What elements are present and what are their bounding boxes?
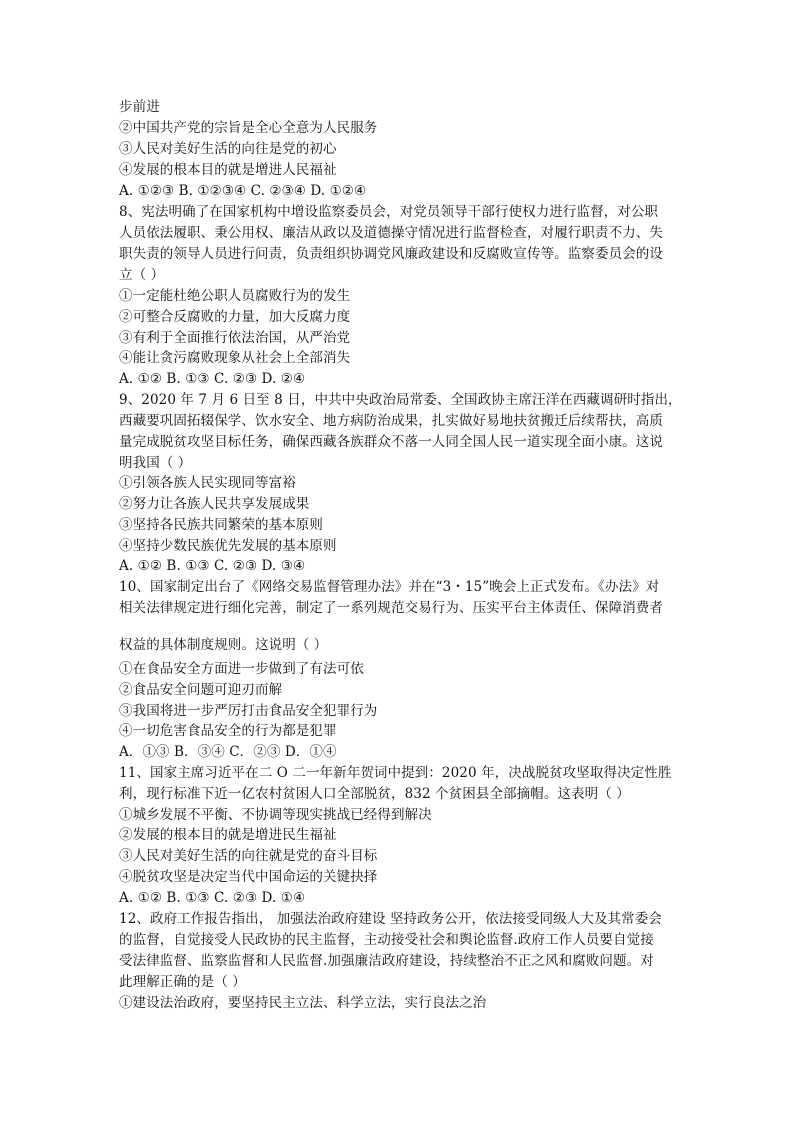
text-line: ③我国将进一步严厉打击食品安全犯罪行为	[119, 703, 378, 719]
text-line: ③坚持各民族共同繁荣的基本原则	[119, 517, 323, 533]
answer-options: A. ①② B. ①③ C. ②③ D. ③④	[119, 558, 306, 574]
question-12-stem: 的监督，自觉接受人民政协的民主监督，主动接受社会和舆论监督.政府工作人员要自觉接	[119, 932, 654, 948]
answer-options: A. ①② B. ①③ C. ②③ D. ①④	[119, 890, 306, 906]
text-line: ①引领各族人民实现同等富裕	[119, 475, 296, 491]
text-line: 步前进	[119, 99, 160, 115]
answer-options: A．①③ B．③④ C．②③ D．①④	[119, 744, 337, 760]
question-9-stem: 9、2020 年 7 月 6 日至 8 日，中共中央政治局常委、全国政协主席汪洋在西藏调研时指出，	[119, 392, 682, 408]
text-line: ④脱贫攻坚是决定当代中国命运的关键抉择	[119, 869, 378, 885]
text-line: ②努力让各族人民共享发展成果	[119, 496, 310, 512]
text-line: ②食品安全问题可迎刃而解	[119, 682, 283, 698]
text-line: ②可整合反腐败的力量，加大反腐力度	[119, 309, 351, 325]
text-line: ③有利于全面推行依法治国，从严治党	[119, 330, 351, 346]
question-8-stem: 8、宪法明确了在国家机构中增设监察委员会，对党员领导干部行使权力进行监督，对公职	[119, 204, 659, 220]
text-line: ①城乡发展不平衡、不协调等现实挑战已经得到解决	[119, 807, 432, 823]
question-8-stem: 职失责的领导人员进行问责，负责组织协调党风廉政建设和反腐败宣传等。监察委员会的设	[119, 246, 663, 262]
text-line: ①在食品安全方面进一步做到了有法可依	[119, 661, 364, 677]
question-12-stem: 此理解正确的是（ ）	[119, 974, 246, 990]
question-9-stem: 量完成脱贫攻坚目标任务，确保西藏各族群众不落一人同全国人民一道实现全面小康。这说	[119, 434, 663, 450]
text-line: ③人民对美好生活的向往就是党的奋斗目标	[119, 848, 378, 864]
text-line: ②发展的根本目的就是增进民生福祉	[119, 827, 337, 843]
answer-options: A. ①②③ B. ①②③④ C. ②③④ D. ①②④	[119, 183, 367, 199]
text-line: ④一切危害食品安全的行为都是犯罪	[119, 723, 337, 739]
question-9-stem: 西藏要巩固拓辍保学、饮水安全、地方病防治成果，扎实做好易地扶贫搬迁后续帮扶，高质	[119, 413, 663, 429]
question-10-stem: 相关法律规定进行细化完善，制定了一系列规范交易行为、压实平台主体责任、保障消费者	[119, 600, 663, 616]
question-12-stem: 12、政府工作报告指出， 加强法治政府建设 坚持政务公开，依法接受同级人大及其常委会	[119, 911, 662, 927]
question-8-stem: 人员依法履职、秉公用权、廉洁从政以及道德操守情况进行监督检查，对履行职责不力、失	[119, 225, 663, 241]
question-10-stem: 权益的具体制度规则。这说明（ ）	[119, 637, 328, 653]
question-11-stem: 11、国家主席习近平在二 O 二一年新年贺词中提到：2020 年，决战脱贫攻坚取得决定性胜	[119, 765, 672, 781]
text-line: ①建设法治政府，要坚持民主立法、科学立法，实行良法之治	[119, 995, 487, 1011]
text-line: ④坚持少数民族优先发展的基本原则	[119, 538, 337, 554]
text-line: ③人民对美好生活的向往是党的初心	[119, 141, 337, 157]
text-line: ①一定能杜绝公职人员腐败行为的发生	[119, 288, 351, 304]
text-line: ②中国共产党的宗旨是全心全意为人民服务	[119, 120, 378, 136]
question-10-stem: 10、国家制定出台了《网络交易监督管理办法》并在“3・15”晚会上正式发布。《办法》对	[119, 579, 660, 595]
question-9-stem: 明我国（ ）	[119, 455, 192, 471]
text-line: ④发展的根本目的就是增进人民福祉	[119, 162, 337, 178]
question-8-stem: 立（ ）	[119, 267, 165, 283]
answer-options: A. ①② B. ①③ C. ②③ D. ②④	[119, 371, 306, 387]
question-12-stem: 受法律监督、监察监督和人民监督.加强廉洁政府建设，持续整治不正之风和腐败问题。对	[119, 953, 654, 969]
text-line: ④能让贪污腐败现象从社会上全部消失	[119, 350, 351, 366]
question-11-stem: 利，现行标准下近一亿农村贫困人口全部脱贫，832 个贫困县全部摘帽。这表明（ ）	[119, 786, 630, 802]
